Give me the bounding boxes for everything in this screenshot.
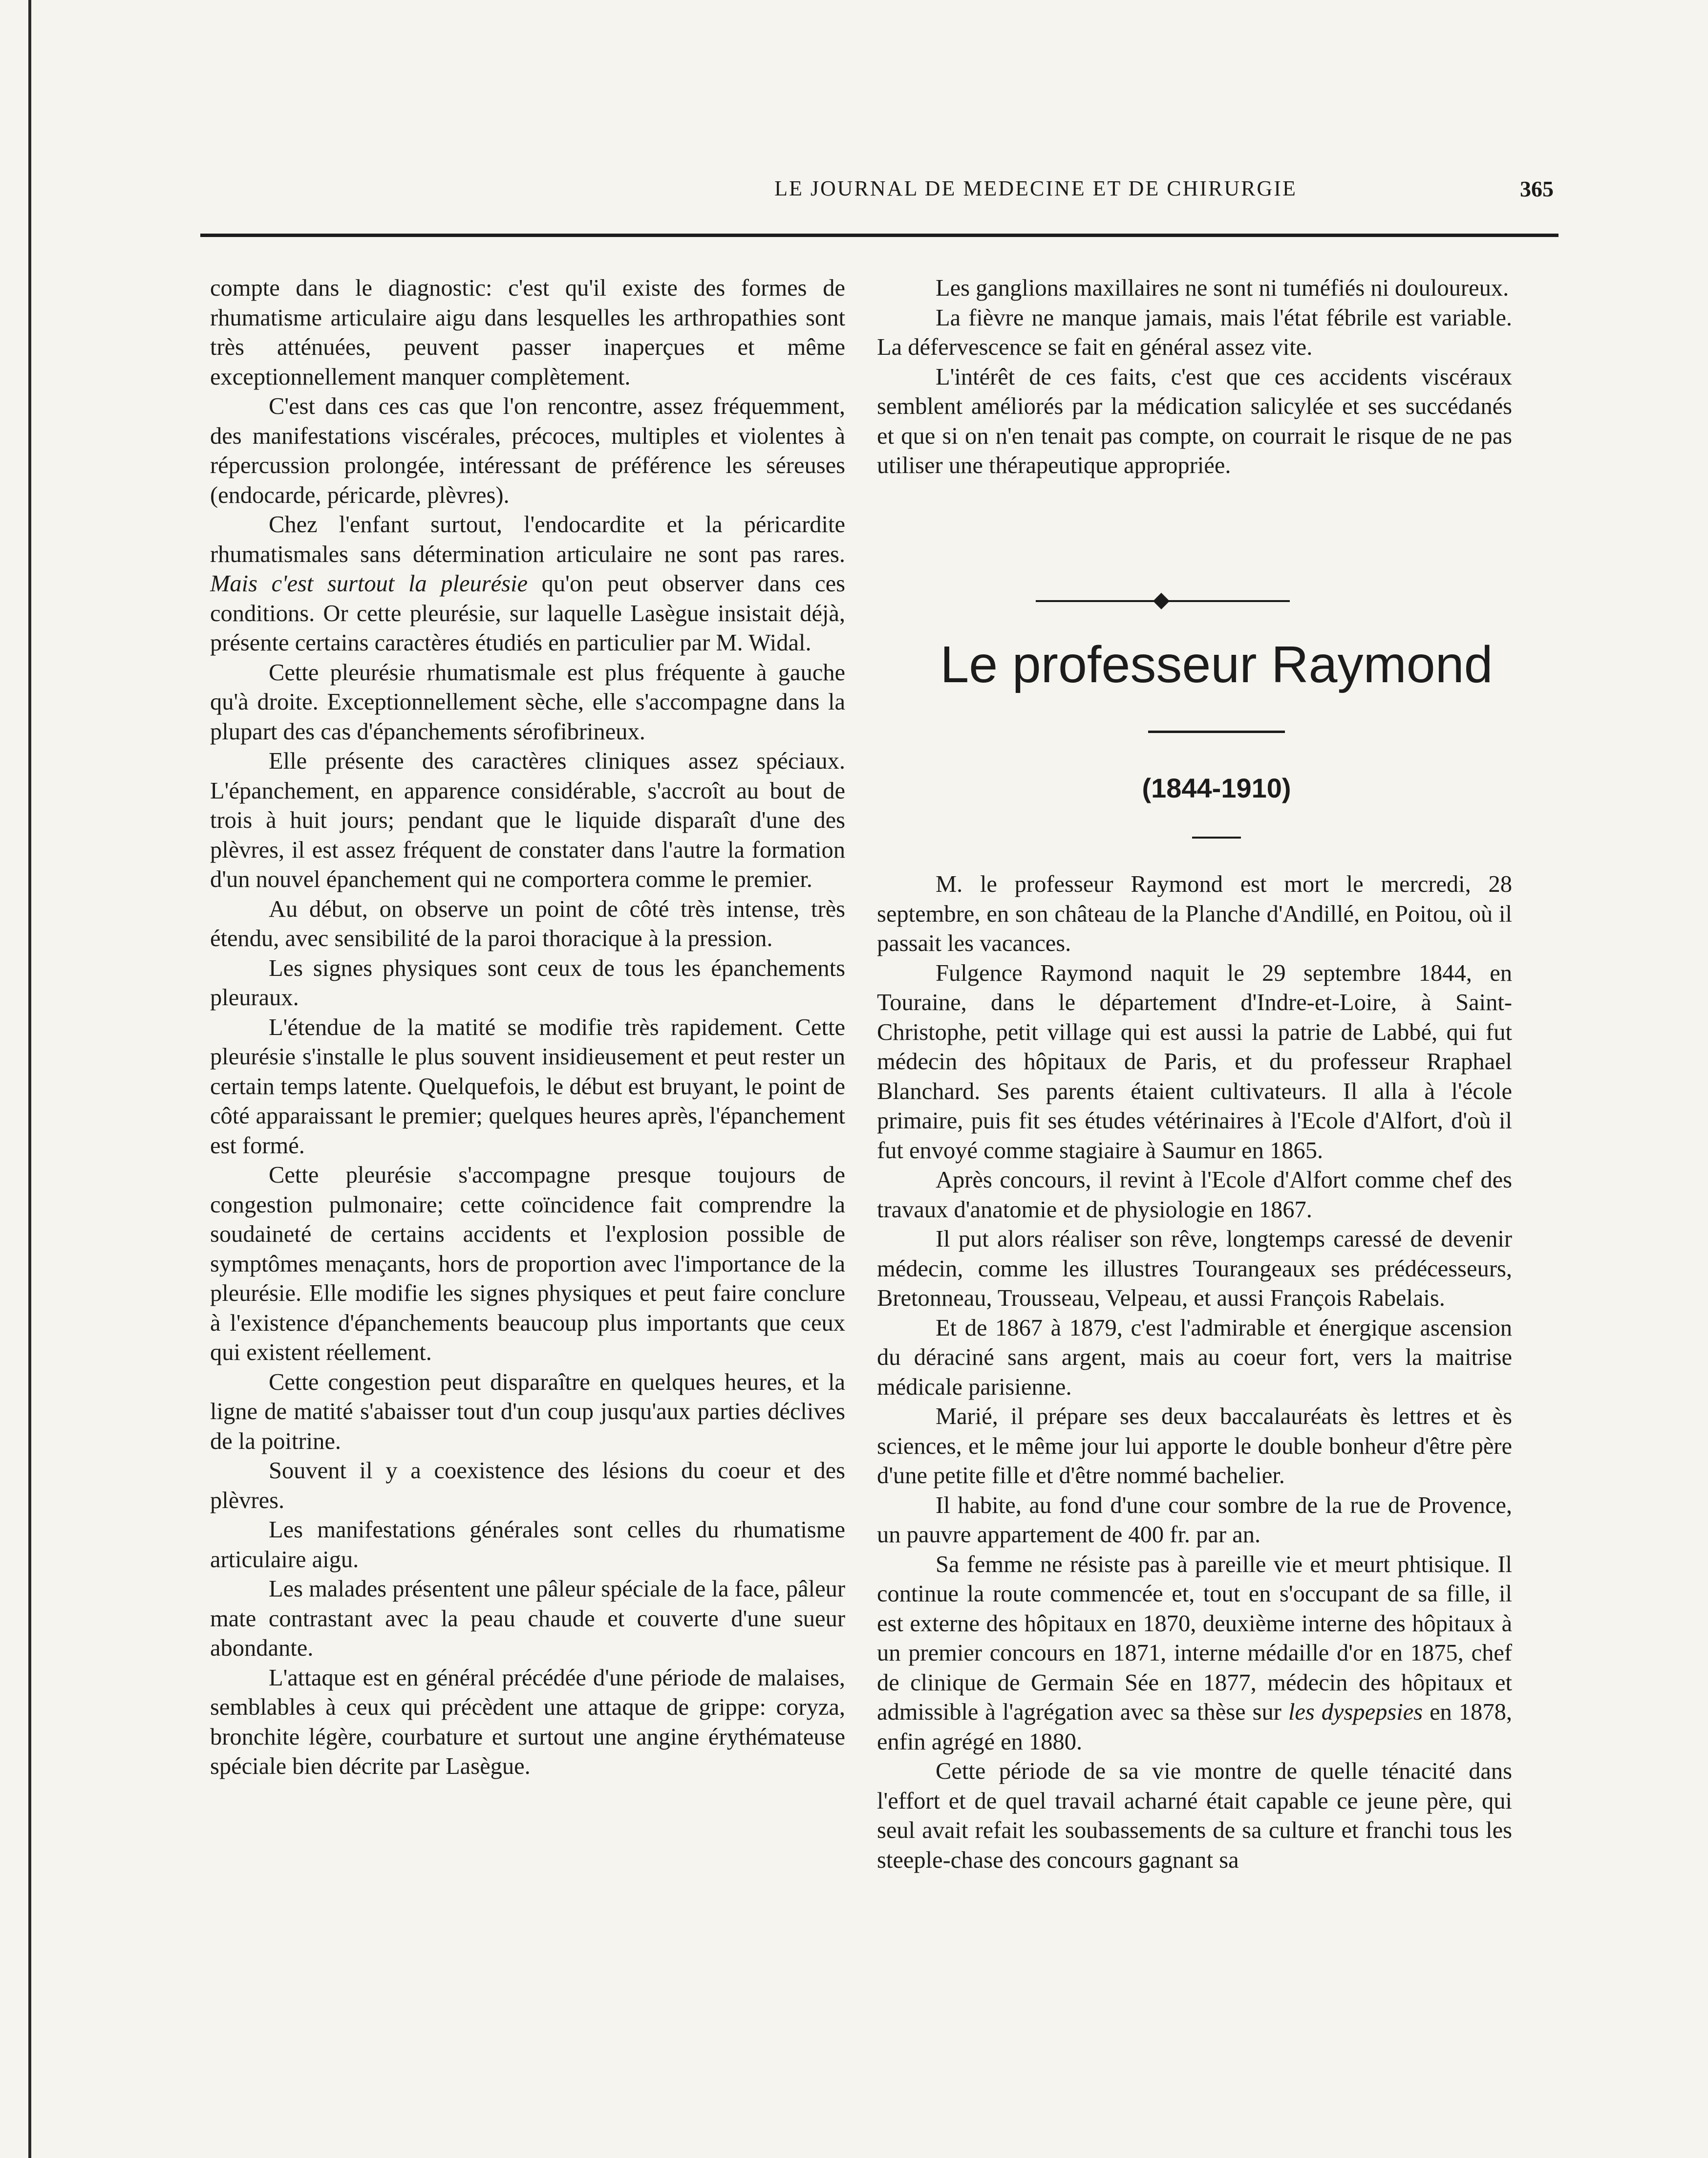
left-column <box>210 274 845 1782</box>
dates-rule <box>1192 837 1241 839</box>
paragraph: Cette période de sa vie montre de quelle ténacité dans l'effort et de quel travail acharné était capable ce jeune père, qui seul avait refait les soubassements de sa culture et franchi tous les steeple-chase des concours gagnant sa <box>877 1758 1512 1873</box>
article-title: Le professeur Raymond <box>940 636 1493 693</box>
sentence: Chez l'enfant surtout, l'endocardite et la péricardite rhumatismales sans détermination articulaire ne sont pas rares. <box>210 512 845 567</box>
paragraph: Elle présente des caractères cliniques assez spéciaux. L'épanchement, en apparence considérable, s'accroît au bout de trois à huit jours; pendant que le liquide disparaît d'une des plèvres, il est assez fréquent de constater dans l'autre la formation d'un nouvel épanchement qui ne comportera comme le premier. <box>210 748 845 892</box>
page-number: 365 <box>1520 176 1554 201</box>
right-column-top <box>877 274 1512 481</box>
paragraph: Cette congestion peut disparaître en quelques heures, et la ligne de matité s'abaisser tout d'un coup jusqu'aux parties déclives de la poitrine. <box>210 1369 845 1454</box>
paragraph: Cette pleurésie s'accompagne presque toujours de congestion pulmonaire; cette coïncidence fait comprendre la soudaineté de certains accidents et l'explosion possible de symptômes menaçants, hors de proportion avec l'importance de la pleurésie. Elle modifie les signes physiques et peut faire conclure à l'existence d'épanchements beaucoup plus importants que ceux qui existent réellement. <box>210 1162 845 1365</box>
article-dates: (1844-1910) <box>1142 773 1291 803</box>
italic-phrase: Mais c'est surtout la pleurésie <box>210 571 528 597</box>
paragraph: C'est dans ces cas que l'on rencontre, assez fréquemment, des manifestations viscérales, précoces, multiples et violentes à répercussion prolongée, intéressant de préférence les séreuses (endocarde, péricarde, plèvres). <box>210 393 845 508</box>
paragraph: L'étendue de la matité se modifie très rapidement. Cette pleurésie s'installe le plus souvent insidieusement et peut rester un certain temps latente. Quelquefois, le début est bruyant, le point de côté apparaissant le premier; quelques heures après, l'épanchement est formé. <box>210 1014 845 1159</box>
paragraph: Et de 1867 à 1879, c'est l'admirable et énergique ascension du déraciné sans argent, mais au coeur fort, vers la maitrise médicale parisienne. <box>877 1315 1512 1400</box>
paragraph: Souvent il y a coexistence des lésions du coeur et des plèvres. <box>210 1458 845 1513</box>
binding-edge <box>28 0 31 2158</box>
paragraph: Les signes physiques sont ceux de tous les épanchements pleuraux. <box>210 955 845 1011</box>
header-rule <box>200 234 1559 237</box>
sentence: en 1878, enfin agrégé en 1880. <box>877 1699 1513 1755</box>
paragraph: Marié, il prépare ses deux baccalauréats ès lettres et ès sciences, et le même jour lui apporte le double bonheur d'être père d'une petite fille et d'être nommé bachelier. <box>877 1403 1512 1489</box>
paragraph: L'intérêt de ces faits, c'est que ces accidents viscéraux semblent améliorés par la médication salicylée et ses succédanés et que si on n'en tenait pas compte, on courrait le risque de ne pas utiliser une thérapeutique appropriée. <box>877 364 1512 478</box>
paragraph: Les malades présentent une pâleur spéciale de la face, pâleur mate contrastant avec la peau chaude et couverte d'une sueur abondante. <box>210 1576 845 1661</box>
paragraph: Il put alors réaliser son rêve, longtemps caressé de devenir médecin, comme les illustres Tourangeaux ses prédécesseurs, Bretonneau, Trousseau, Velpeau, et aussi François Rabelais. <box>877 1226 1512 1311</box>
paragraph: La fièvre ne manque jamais, mais l'état fébrile est variable. La défervescence se fait en général assez vite. <box>877 304 1512 360</box>
italic-phrase: les dyspepsies <box>1288 1699 1423 1725</box>
paragraph: Après concours, il revint à l'Ecole d'Alfort comme chef des travaux d'anatomie et de physiologie en 1867. <box>877 1167 1512 1223</box>
article-body <box>877 870 1512 1875</box>
paragraph: Les manifestations générales sont celles du rhumatisme articulaire aigu. <box>210 1517 845 1573</box>
section-ornament <box>1036 594 1290 608</box>
paragraph: L'attaque est en général précédée d'une période de malaises, semblables à ceux qui précèdent une attaque de grippe: coryza, bronchite légère, courbature et surtout une angine érythémateuse spéciale bien décrite par Lasègue. <box>210 1664 845 1779</box>
title-rule <box>1148 731 1285 733</box>
running-header: LE JOURNAL DE MEDECINE ET DE CHIRURGIE <box>774 176 1297 200</box>
paragraph: Il habite, au fond d'une cour sombre de la rue de Provence, un pauvre appartement de 400 fr. par an. <box>877 1492 1512 1548</box>
paragraph: Fulgence Raymond naquit le 29 septembre 1844, en Touraine, dans le département d'Indre-et-Loire, à Saint-Christophe, petit village qui est aussi la patrie de Labbé, qui fut médecin des hôpitaux de Paris, et du professeur Rraphael Blanchard. Ses parents étaient cultivateurs. Il alla à l'école primaire, puis fit ses études vétérinaires à l'Ecole d'Alfort, d'où il fut envoyé comme stagiaire à Saumur en 1865. <box>877 960 1512 1164</box>
sentence: qu'on peut observer dans ces conditions. Or cette pleurésie, sur laquelle Lasègue insistait déjà, présente certains caractères étudiés en particulier par M. Widal. <box>210 571 845 656</box>
paragraph <box>877 1550 1512 1757</box>
sentence: Sa femme ne résiste pas à pareille vie et meurt phtisique. Il continue la route commencée et, tout en s'occupant de sa fille, il est externe des hôpitaux en 1870, deuxième interne des hôpitaux à un premier concours en 1871, interne médaille d'or en 1875, chef de clinique de Germain Sée en 1877, médecin des hôpitaux et admissible à l'agrégation avec sa thèse sur <box>877 1551 1512 1725</box>
paragraph <box>210 510 845 658</box>
paragraph: Au début, on observe un point de côté très intense, très étendu, avec sensibilité de la paroi thoracique à la pression. <box>210 896 845 951</box>
paragraph: Les ganglions maxillaires ne sont ni tuméfiés ni douloureux. <box>936 275 1509 301</box>
paragraph: Cette pleurésie rhumatismale est plus fréquente à gauche qu'à droite. Exceptionnellement sèche, elle s'accompagne dans la plupart des cas d'épanchements sérofibrineux. <box>210 659 845 745</box>
paragraph: M. le professeur Raymond est mort le mercredi, 28 septembre, en son château de la Planche d'Andillé, en Poitou, où il passait les vacances. <box>877 871 1512 956</box>
paragraph: compte dans le diagnostic: c'est qu'il existe des formes de rhumatisme articulaire aigu dans lesquelles les arthropathies sont très atténuées, peuvent passer inaperçues et même exceptionnellement manquer complètement. <box>210 275 845 390</box>
